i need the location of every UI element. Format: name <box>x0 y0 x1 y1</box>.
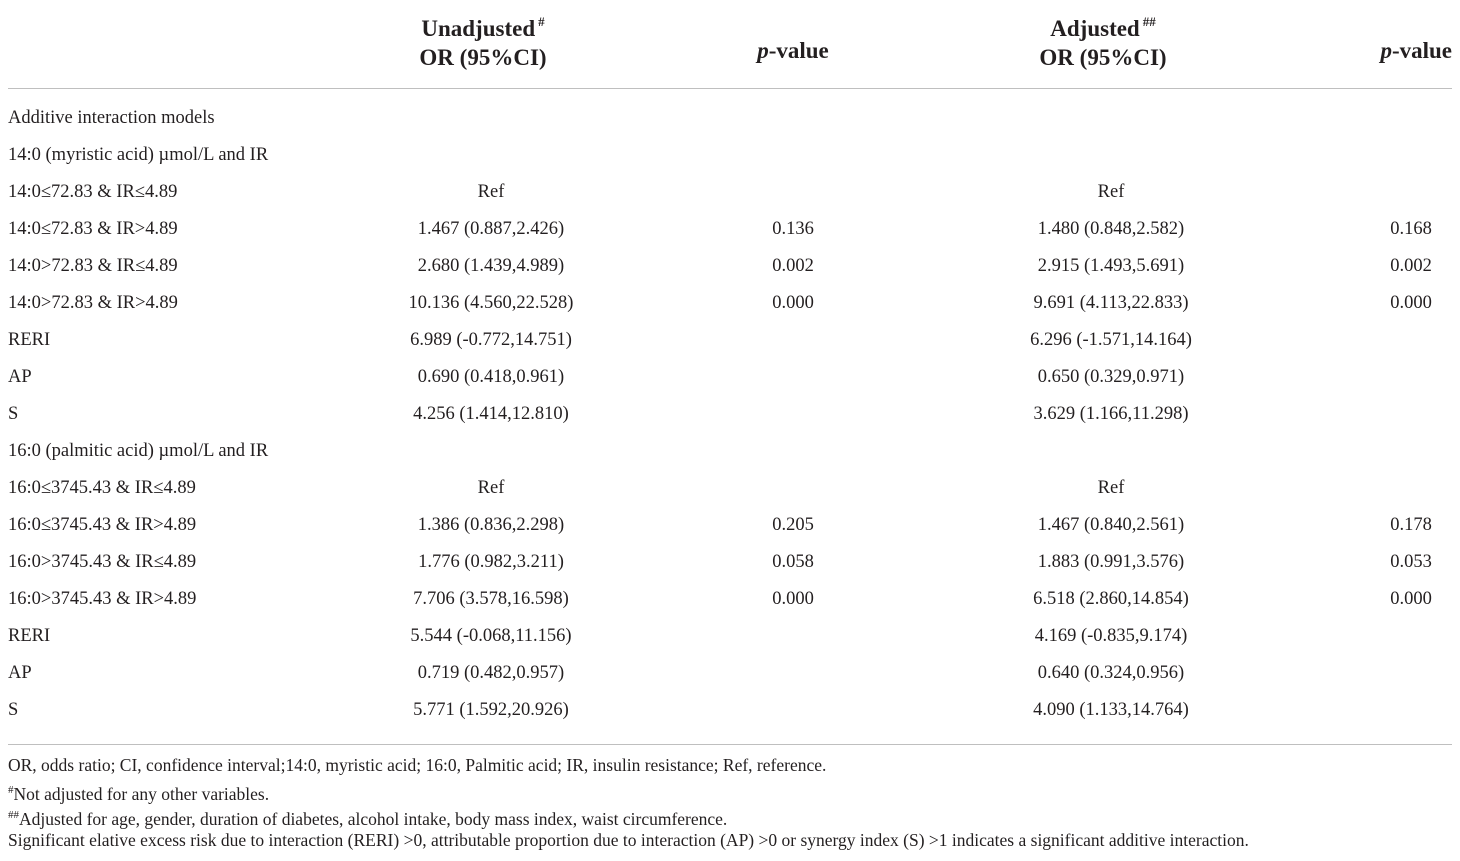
table-row <box>8 581 1452 618</box>
adjusted-or: 0.640 (0.324,0.956) <box>1037 663 1185 683</box>
adjusted-or: Ref <box>1097 182 1125 202</box>
table-row <box>8 470 1452 507</box>
footnote-1-mark: # <box>8 784 14 796</box>
unadjusted-or: 1.776 (0.982,3.211) <box>418 552 564 572</box>
adjusted-or: Ref <box>1097 478 1125 498</box>
adjusted-or: 6.296 (-1.571,14.164) <box>1030 330 1192 350</box>
unadjusted-or: 4.256 (1.414,12.810) <box>413 404 569 424</box>
unadjusted-or: 10.136 (4.560,22.528) <box>408 293 574 313</box>
table-header <box>8 0 1452 89</box>
row-label: 16:0>3745.43 & IR≤4.89 <box>8 552 197 572</box>
adjusted-or: 2.915 (1.493,5.691) <box>1037 256 1185 276</box>
header-p2-italic: p <box>1380 38 1392 63</box>
table-footnotes <box>8 744 1452 853</box>
header-adjusted-mark: ## <box>1142 14 1156 29</box>
row-label: RERI <box>8 330 51 350</box>
unadjusted-or: 6.989 (-0.772,14.751) <box>410 330 572 350</box>
unadjusted-or: 1.386 (0.836,2.298) <box>417 515 565 535</box>
row-label: 14:0>72.83 & IR>4.89 <box>8 293 178 313</box>
unadjusted-or: 0.719 (0.482,0.957) <box>417 663 565 683</box>
adjusted-or: 4.090 (1.133,14.764) <box>1033 700 1189 720</box>
unadjusted-or: 2.680 (1.439,4.989) <box>417 256 565 276</box>
header-p2-rest: -value <box>1391 38 1452 63</box>
table-row <box>8 544 1452 581</box>
adjusted-p: 0.000 <box>1390 589 1432 609</box>
footnote-2-mark: ## <box>8 809 19 821</box>
header-unadjusted-or: OR (95%CI) <box>419 45 547 70</box>
adjusted-p: 0.053 <box>1390 552 1432 572</box>
row-label: AP <box>8 367 32 387</box>
unadjusted-or: Ref <box>477 478 505 498</box>
table-row <box>8 174 1452 211</box>
table-row <box>8 285 1452 322</box>
row-label: S <box>8 700 19 720</box>
adjusted-p: 0.168 <box>1390 219 1432 239</box>
row-label: S <box>8 404 19 424</box>
header-p-value-2 <box>1308 36 1452 65</box>
unadjusted-p: 0.136 <box>772 219 814 239</box>
footnote-significance: Significant elative excess risk due to interaction (RERI) >0, attributable proportion due to interaction (AP) >0 or synergy index (S) >1 indicates a significant additive interaction. <box>8 830 1249 850</box>
unadjusted-or: 0.690 (0.418,0.961) <box>417 367 565 387</box>
row-label: 14:0>72.83 & IR≤4.89 <box>8 256 178 276</box>
table-row <box>8 655 1452 692</box>
row-label: 16:0 (palmitic acid) µmol/L and IR <box>8 441 269 461</box>
row-label: 16:0≤3745.43 & IR≤4.89 <box>8 478 196 498</box>
header-unadjusted <box>383 7 583 72</box>
adjusted-or: 9.691 (4.113,22.833) <box>1033 293 1189 313</box>
table-row <box>8 211 1452 248</box>
adjusted-or: 4.169 (-0.835,9.174) <box>1034 626 1188 646</box>
header-p-value-1 <box>708 36 878 65</box>
footnote-1-text: Not adjusted for any other variables. <box>13 784 270 804</box>
adjusted-or: 0.650 (0.329,0.971) <box>1037 367 1185 387</box>
unadjusted-or: 1.467 (0.887,2.426) <box>417 219 565 239</box>
adjusted-p: 0.000 <box>1390 293 1432 313</box>
row-label: 14:0 (myristic acid) µmol/L and IR <box>8 145 269 165</box>
table-row <box>8 137 1452 174</box>
unadjusted-p: 0.000 <box>772 589 814 609</box>
table-body <box>8 100 1452 729</box>
row-label: AP <box>8 663 32 683</box>
unadjusted-or: 5.771 (1.592,20.926) <box>413 700 569 720</box>
unadjusted-p: 0.000 <box>772 293 814 313</box>
table-row <box>8 359 1452 396</box>
adjusted-or: 1.467 (0.840,2.561) <box>1037 515 1185 535</box>
unadjusted-or: 5.544 (-0.068,11.156) <box>410 626 572 646</box>
table-row <box>8 618 1452 655</box>
unadjusted-p: 0.002 <box>772 256 814 276</box>
header-unadjusted-mark: # <box>538 14 545 29</box>
unadjusted-p: 0.058 <box>772 552 814 572</box>
adjusted-p: 0.002 <box>1390 256 1432 276</box>
header-adjusted <box>1003 7 1203 72</box>
row-label: Additive interaction models <box>8 108 215 128</box>
header-adjusted-or: OR (95%CI) <box>1039 45 1167 70</box>
table-row <box>8 692 1452 729</box>
header-p1-rest: -value <box>768 38 829 63</box>
table-row <box>8 433 1452 470</box>
footnote-abbreviations: OR, odds ratio; CI, confidence interval;14:0, myristic acid; 16:0, Palmitic acid; IR, insulin resistance; Ref, reference. <box>8 755 827 775</box>
row-label: 14:0≤72.83 & IR>4.89 <box>8 219 178 239</box>
adjusted-or: 1.480 (0.848,2.582) <box>1037 219 1185 239</box>
header-p1-italic: p <box>757 38 769 63</box>
header-adjusted-title: Adjusted <box>1050 16 1140 41</box>
row-label: 16:0>3745.43 & IR>4.89 <box>8 589 197 609</box>
table-row <box>8 507 1452 544</box>
footnote-adjusted <box>8 803 1452 828</box>
table-row <box>8 322 1452 359</box>
footnote-2-text: Adjusted for age, gender, duration of diabetes, alcohol intake, body mass index, waist circumference. <box>19 809 728 829</box>
results-table <box>8 0 1452 720</box>
table-row <box>8 396 1452 433</box>
adjusted-or: 3.629 (1.166,11.298) <box>1033 404 1189 424</box>
unadjusted-or: Ref <box>477 182 505 202</box>
adjusted-p: 0.178 <box>1390 515 1432 535</box>
adjusted-or: 6.518 (2.860,14.854) <box>1033 589 1189 609</box>
row-label: 14:0≤72.83 & IR≤4.89 <box>8 182 178 202</box>
footnote-unadjusted <box>8 778 1452 803</box>
row-label: 16:0≤3745.43 & IR>4.89 <box>8 515 197 535</box>
adjusted-or: 1.883 (0.991,3.576) <box>1037 552 1185 572</box>
row-label: RERI <box>8 626 51 646</box>
table-row <box>8 100 1452 137</box>
table-row <box>8 248 1452 285</box>
header-unadjusted-title: Unadjusted <box>421 16 536 41</box>
unadjusted-or: 7.706 (3.578,16.598) <box>413 589 569 609</box>
unadjusted-p: 0.205 <box>772 515 814 535</box>
